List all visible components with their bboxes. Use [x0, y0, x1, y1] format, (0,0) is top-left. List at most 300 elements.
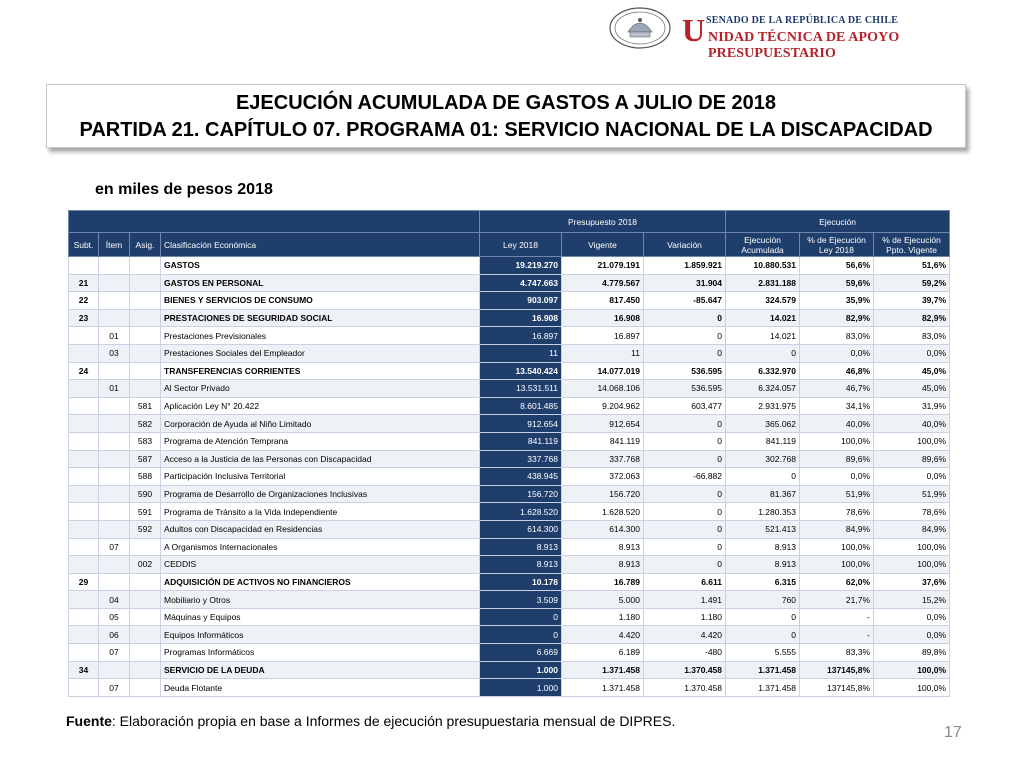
cell-asig: 588: [130, 468, 161, 486]
cell-variacion: 603.477: [644, 397, 726, 415]
cell-ejecucion: 324.579: [726, 292, 800, 310]
cell-variacion: 1.370.458: [644, 679, 726, 697]
table-row: [69, 556, 950, 574]
cell-subt: 21: [69, 274, 99, 292]
cell-variacion: 0: [644, 432, 726, 450]
cell-pct-ley: 100,0%: [800, 432, 874, 450]
cell-item: 06: [99, 626, 130, 644]
cell-pct-ley: 46,7%: [800, 380, 874, 398]
cell-pct-ley: 56,6%: [800, 257, 874, 275]
cell-clasificacion: Programa de Desarrollo de Organizaciones Inclusivas: [161, 485, 480, 503]
cell-ejecucion: 0: [726, 468, 800, 486]
cell-clasificacion: Prestaciones Sociales del Empleador: [161, 344, 480, 362]
cell-ley: 903.097: [480, 292, 562, 310]
cell-pct-vigente: 89,6%: [874, 450, 950, 468]
cell-asig: 587: [130, 450, 161, 468]
cell-ejecucion: 365.062: [726, 415, 800, 433]
table-row: [69, 591, 950, 609]
cell-pct-vigente: 40,0%: [874, 415, 950, 433]
cell-asig: [130, 309, 161, 327]
cell-clasificacion: Corporación de Ayuda al Niño Limitado: [161, 415, 480, 433]
cell-ejecucion: 1.371.458: [726, 661, 800, 679]
cell-ejecucion: 302.768: [726, 450, 800, 468]
cell-ejecucion: 0: [726, 626, 800, 644]
cell-vigente: 16.897: [562, 327, 644, 345]
cell-item: [99, 556, 130, 574]
cell-vigente: 8.913: [562, 538, 644, 556]
cell-pct-ley: -: [800, 608, 874, 626]
cell-item: [99, 257, 130, 275]
cell-subt: [69, 520, 99, 538]
cell-variacion: 0: [644, 309, 726, 327]
cell-clasificacion: CEDDIS: [161, 556, 480, 574]
cell-pct-ley: 0,0%: [800, 468, 874, 486]
cell-vigente: 21.079.191: [562, 257, 644, 275]
cell-pct-ley: 89,6%: [800, 450, 874, 468]
cell-pct-ley: 40,0%: [800, 415, 874, 433]
cell-item: 01: [99, 327, 130, 345]
cell-ejecucion: 6.315: [726, 573, 800, 591]
cell-subt: 24: [69, 362, 99, 380]
cell-item: [99, 362, 130, 380]
table-row: [69, 432, 950, 450]
cell-ley: 614.300: [480, 520, 562, 538]
cell-subt: [69, 626, 99, 644]
table-row: [69, 608, 950, 626]
cell-item: [99, 503, 130, 521]
cell-pct-vigente: 82,9%: [874, 309, 950, 327]
cell-item: [99, 432, 130, 450]
col-header-clasificacion: Clasificación Económica: [161, 233, 480, 257]
cell-pct-ley: 78,6%: [800, 503, 874, 521]
cell-pct-ley: 100,0%: [800, 556, 874, 574]
cell-vigente: 1.371.458: [562, 679, 644, 697]
table-row: [69, 327, 950, 345]
cell-asig: 002: [130, 556, 161, 574]
cell-pct-ley: 35,9%: [800, 292, 874, 310]
cell-item: [99, 520, 130, 538]
cell-variacion: 31.904: [644, 274, 726, 292]
table-row: [69, 380, 950, 398]
cell-vigente: 337.768: [562, 450, 644, 468]
cell-ley: 1.000: [480, 679, 562, 697]
cell-variacion: -66.882: [644, 468, 726, 486]
page-title: EJECUCIÓN ACUMULADA DE GASTOS A JULIO DE 2018: [235, 92, 777, 114]
cell-ejecucion: 0: [726, 344, 800, 362]
cell-clasificacion: Máquinas y Equipos: [161, 608, 480, 626]
cell-vigente: 614.300: [562, 520, 644, 538]
table-row: [69, 274, 950, 292]
table-row: [69, 257, 950, 275]
cell-ejecucion: 6.324.057: [726, 380, 800, 398]
cell-asig: [130, 573, 161, 591]
cell-variacion: 0: [644, 415, 726, 433]
table-row: [69, 644, 950, 662]
cell-subt: [69, 485, 99, 503]
header-ejecucion-group: Ejecución: [726, 211, 950, 233]
cell-item: [99, 468, 130, 486]
cell-pct-vigente: 0,0%: [874, 608, 950, 626]
table-row: [69, 309, 950, 327]
org-unit-name: NIDAD TÉCNICA DE APOYO PRESUPUESTARIO: [708, 30, 900, 61]
cell-variacion: 4.420: [644, 626, 726, 644]
cell-ley: 19.219.270: [480, 257, 562, 275]
cell-subt: [69, 679, 99, 697]
table-row: [69, 344, 950, 362]
cell-clasificacion: Equipos Informáticos: [161, 626, 480, 644]
table-body: [69, 257, 950, 697]
source-note: [66, 713, 675, 729]
senado-seal-logo: [608, 6, 672, 50]
cell-subt: [69, 468, 99, 486]
cell-pct-vigente: 45,0%: [874, 380, 950, 398]
cell-pct-vigente: 100,0%: [874, 432, 950, 450]
cell-variacion: 1.859.921: [644, 257, 726, 275]
table-row: [69, 679, 950, 697]
cell-clasificacion: Programa de Atención Temprana: [161, 432, 480, 450]
col-header-ejecucion-acumulada: Ejecución Acumulada: [726, 233, 800, 257]
cell-subt: 23: [69, 309, 99, 327]
cell-pct-ley: 83,3%: [800, 644, 874, 662]
cell-asig: 592: [130, 520, 161, 538]
cell-pct-vigente: 51,6%: [874, 257, 950, 275]
table-row: [69, 661, 950, 679]
table-row: [69, 415, 950, 433]
cell-item: [99, 485, 130, 503]
cell-ejecucion: 521.413: [726, 520, 800, 538]
org-initial: U: [682, 12, 706, 48]
cell-pct-vigente: 100,0%: [874, 679, 950, 697]
cell-ejecucion: 1.371.458: [726, 679, 800, 697]
cell-subt: [69, 608, 99, 626]
col-header-vigente: Vigente: [562, 233, 644, 257]
cell-vigente: 14.077.019: [562, 362, 644, 380]
page-subtitle: PARTIDA 21. CAPÍTULO 07. PROGRAMA 01: SERVICIO NACIONAL DE LA DISCAPACIDAD: [79, 119, 933, 141]
cell-ley: 13.540.424: [480, 362, 562, 380]
table-row: [69, 573, 950, 591]
cell-clasificacion: Participación Inclusiva Territorial: [161, 468, 480, 486]
cell-ley: 13.531.511: [480, 380, 562, 398]
cell-pct-vigente: 0,0%: [874, 344, 950, 362]
cell-ejecucion: 760: [726, 591, 800, 609]
cell-pct-vigente: 45,0%: [874, 362, 950, 380]
col-header-asig: Asig.: [130, 233, 161, 257]
cell-variacion: 0: [644, 520, 726, 538]
cell-ejecucion: 6.332.970: [726, 362, 800, 380]
col-header-variacion: Variación: [644, 233, 726, 257]
cell-clasificacion: Programas Informáticos: [161, 644, 480, 662]
cell-ley: 156.720: [480, 485, 562, 503]
cell-asig: [130, 661, 161, 679]
table-row: [69, 538, 950, 556]
cell-ley: 11: [480, 344, 562, 362]
cell-pct-ley: 0,0%: [800, 344, 874, 362]
cell-ley: 0: [480, 608, 562, 626]
cell-ley: 16.897: [480, 327, 562, 345]
cell-pct-ley: 82,9%: [800, 309, 874, 327]
cell-asig: [130, 327, 161, 345]
cell-subt: [69, 538, 99, 556]
cell-clasificacion: PRESTACIONES DE SEGURIDAD SOCIAL: [161, 309, 480, 327]
budget-table: [68, 210, 949, 697]
table-row: [69, 397, 950, 415]
cell-item: 03: [99, 344, 130, 362]
cell-ejecucion: 8.913: [726, 538, 800, 556]
cell-ley: 0: [480, 626, 562, 644]
cell-ejecucion: 1.280.353: [726, 503, 800, 521]
cell-vigente: 6.189: [562, 644, 644, 662]
header-presupuesto-group: Presupuesto 2018: [480, 211, 726, 233]
cell-vigente: 372.063: [562, 468, 644, 486]
cell-vigente: 4.779.567: [562, 274, 644, 292]
cell-pct-ley: 46,8%: [800, 362, 874, 380]
col-header-subt: Subt.: [69, 233, 99, 257]
cell-clasificacion: Mobiliario y Otros: [161, 591, 480, 609]
cell-asig: 591: [130, 503, 161, 521]
org-name: SENADO DE LA REPÚBLICA DE CHILE: [706, 15, 899, 26]
table-row: [69, 503, 950, 521]
cell-ley: 337.768: [480, 450, 562, 468]
table-row: [69, 362, 950, 380]
cell-ley: 912.654: [480, 415, 562, 433]
cell-clasificacion: Adultos con Discapacidad en Residencias: [161, 520, 480, 538]
cell-vigente: 16.789: [562, 573, 644, 591]
cell-item: 01: [99, 380, 130, 398]
cell-pct-vigente: 100,0%: [874, 538, 950, 556]
table-row: [69, 468, 950, 486]
cell-pct-vigente: 59,2%: [874, 274, 950, 292]
cell-pct-ley: 21,7%: [800, 591, 874, 609]
cell-ley: 8.913: [480, 556, 562, 574]
cell-pct-vigente: 51,9%: [874, 485, 950, 503]
cell-vigente: 1.371.458: [562, 661, 644, 679]
cell-item: 05: [99, 608, 130, 626]
cell-ley: 16.908: [480, 309, 562, 327]
cell-pct-ley: -: [800, 626, 874, 644]
cell-item: [99, 274, 130, 292]
cell-subt: 34: [69, 661, 99, 679]
cell-ley: 841.119: [480, 432, 562, 450]
cell-pct-vigente: 15,2%: [874, 591, 950, 609]
cell-variacion: 6.611: [644, 573, 726, 591]
cell-ejecucion: 10.880.531: [726, 257, 800, 275]
cell-clasificacion: Prestaciones Previsionales: [161, 327, 480, 345]
cell-variacion: 0: [644, 327, 726, 345]
cell-subt: [69, 450, 99, 468]
cell-item: 07: [99, 679, 130, 697]
cell-item: [99, 573, 130, 591]
units-label: en miles de pesos 2018: [95, 181, 273, 198]
cell-asig: 581: [130, 397, 161, 415]
cell-vigente: 156.720: [562, 485, 644, 503]
cell-item: [99, 450, 130, 468]
cell-clasificacion: Aplicación Ley N° 20.422: [161, 397, 480, 415]
cell-ley: 4.747.663: [480, 274, 562, 292]
cell-subt: [69, 591, 99, 609]
cell-variacion: 536.595: [644, 362, 726, 380]
cell-pct-vigente: 84,9%: [874, 520, 950, 538]
cell-clasificacion: GASTOS: [161, 257, 480, 275]
cell-pct-vigente: 100,0%: [874, 661, 950, 679]
cell-pct-vigente: 31,9%: [874, 397, 950, 415]
cell-subt: 22: [69, 292, 99, 310]
cell-ejecucion: 0: [726, 608, 800, 626]
cell-item: 07: [99, 538, 130, 556]
cell-item: [99, 309, 130, 327]
table-row: [69, 292, 950, 310]
cell-subt: [69, 257, 99, 275]
cell-subt: [69, 327, 99, 345]
cell-ejecucion: 14.021: [726, 309, 800, 327]
page-number: 17: [944, 724, 962, 741]
cell-asig: 582: [130, 415, 161, 433]
cell-ejecucion: 2.831.188: [726, 274, 800, 292]
cell-clasificacion: SERVICIO DE LA DEUDA: [161, 661, 480, 679]
header-blank: [69, 211, 480, 233]
source-text: : Elaboración propia en base a Informes de ejecución presupuestaria mensual de DIPRES.: [111, 713, 676, 729]
table-row: [69, 450, 950, 468]
cell-asig: [130, 608, 161, 626]
cell-asig: [130, 274, 161, 292]
cell-ley: 1.000: [480, 661, 562, 679]
cell-item: 07: [99, 644, 130, 662]
cell-subt: [69, 644, 99, 662]
cell-item: [99, 292, 130, 310]
cell-subt: [69, 415, 99, 433]
cell-asig: [130, 362, 161, 380]
cell-clasificacion: BIENES Y SERVICIOS DE CONSUMO: [161, 292, 480, 310]
cell-variacion: 1.370.458: [644, 661, 726, 679]
cell-variacion: 1.180: [644, 608, 726, 626]
cell-variacion: 536.595: [644, 380, 726, 398]
cell-ejecucion: 81.367: [726, 485, 800, 503]
cell-ley: 1.628.520: [480, 503, 562, 521]
cell-vigente: 1.628.520: [562, 503, 644, 521]
cell-vigente: 5.000: [562, 591, 644, 609]
cell-asig: [130, 644, 161, 662]
cell-item: [99, 661, 130, 679]
cell-asig: [130, 538, 161, 556]
cell-pct-vigente: 100,0%: [874, 556, 950, 574]
cell-pct-ley: 62,0%: [800, 573, 874, 591]
cell-clasificacion: GASTOS EN PERSONAL: [161, 274, 480, 292]
table-row: [69, 626, 950, 644]
cell-variacion: 1.491: [644, 591, 726, 609]
title-box: [46, 84, 966, 148]
cell-clasificacion: A Organismos Internacionales: [161, 538, 480, 556]
cell-pct-vigente: 89,8%: [874, 644, 950, 662]
table-row: [69, 485, 950, 503]
cell-variacion: 0: [644, 450, 726, 468]
cell-asig: [130, 292, 161, 310]
cell-pct-vigente: 83,0%: [874, 327, 950, 345]
cell-ley: 6.669: [480, 644, 562, 662]
cell-asig: [130, 380, 161, 398]
cell-pct-ley: 83,0%: [800, 327, 874, 345]
cell-vigente: 9.204.962: [562, 397, 644, 415]
cell-ejecucion: 2.931.975: [726, 397, 800, 415]
cell-subt: [69, 344, 99, 362]
cell-vigente: 14.068.106: [562, 380, 644, 398]
col-header-ley: Ley 2018: [480, 233, 562, 257]
cell-vigente: 817.450: [562, 292, 644, 310]
cell-pct-ley: 59,6%: [800, 274, 874, 292]
col-header-pct-ley: % de Ejecución Ley 2018: [800, 233, 874, 257]
cell-item: [99, 397, 130, 415]
cell-pct-ley: 51,9%: [800, 485, 874, 503]
col-header-pct-vigente: % de Ejecución Ppto. Vigente: [874, 233, 950, 257]
cell-vigente: 16.908: [562, 309, 644, 327]
cell-vigente: 1.180: [562, 608, 644, 626]
cell-variacion: 0: [644, 538, 726, 556]
cell-ley: 3.509: [480, 591, 562, 609]
cell-ejecucion: 14.021: [726, 327, 800, 345]
cell-pct-ley: 137145,8%: [800, 679, 874, 697]
cell-ley: 8.601.485: [480, 397, 562, 415]
cell-clasificacion: Deuda Flotante: [161, 679, 480, 697]
cell-pct-ley: 34,1%: [800, 397, 874, 415]
source-label: Fuente: [66, 713, 112, 729]
cell-clasificacion: TRANSFERENCIAS CORRIENTES: [161, 362, 480, 380]
cell-subt: [69, 380, 99, 398]
table-row: [69, 520, 950, 538]
cell-ley: 438.945: [480, 468, 562, 486]
cell-variacion: 0: [644, 344, 726, 362]
cell-ejecucion: 8.913: [726, 556, 800, 574]
cell-asig: [130, 626, 161, 644]
cell-clasificacion: Acceso a la Justicia de las Personas con Discapacidad: [161, 450, 480, 468]
cell-pct-vigente: 78,6%: [874, 503, 950, 521]
cell-asig: 590: [130, 485, 161, 503]
cell-asig: [130, 679, 161, 697]
cell-clasificacion: ADQUISICIÓN DE ACTIVOS NO FINANCIEROS: [161, 573, 480, 591]
cell-vigente: 912.654: [562, 415, 644, 433]
cell-vigente: 841.119: [562, 432, 644, 450]
cell-clasificacion: Al Sector Privado: [161, 380, 480, 398]
cell-pct-ley: 100,0%: [800, 538, 874, 556]
cell-variacion: 0: [644, 485, 726, 503]
cell-clasificacion: Programa de Tránsito a la Vida Independiente: [161, 503, 480, 521]
cell-variacion: -480: [644, 644, 726, 662]
cell-vigente: 11: [562, 344, 644, 362]
cell-asig: [130, 344, 161, 362]
cell-subt: [69, 556, 99, 574]
cell-pct-vigente: 37,6%: [874, 573, 950, 591]
cell-item: [99, 415, 130, 433]
cell-ley: 8.913: [480, 538, 562, 556]
cell-ley: 10.178: [480, 573, 562, 591]
cell-subt: [69, 397, 99, 415]
cell-vigente: 8.913: [562, 556, 644, 574]
cell-asig: [130, 257, 161, 275]
cell-asig: [130, 591, 161, 609]
cell-pct-vigente: 0,0%: [874, 468, 950, 486]
cell-subt: 29: [69, 573, 99, 591]
cell-subt: [69, 503, 99, 521]
col-header-item: Ítem: [99, 233, 130, 257]
cell-item: 04: [99, 591, 130, 609]
cell-pct-ley: 84,9%: [800, 520, 874, 538]
cell-vigente: 4.420: [562, 626, 644, 644]
cell-variacion: 0: [644, 503, 726, 521]
cell-pct-ley: 137145,8%: [800, 661, 874, 679]
cell-subt: [69, 432, 99, 450]
cell-asig: 583: [130, 432, 161, 450]
cell-pct-vigente: 39,7%: [874, 292, 950, 310]
cell-variacion: -85.647: [644, 292, 726, 310]
cell-variacion: 0: [644, 556, 726, 574]
cell-ejecucion: 5.555: [726, 644, 800, 662]
